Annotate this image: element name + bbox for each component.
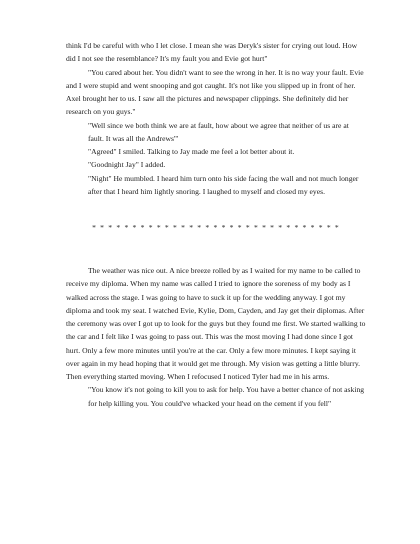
paragraph: The weather was nice out. A nice breeze rolled by as I waited for my name to be called to receive my diploma. When my name was called I tried to ignore the soreness of my body as I walked across the stage. I was going to have to suck it up for the wedding anyway. I got my diploma and took my seat. I watched Evie, Kylie, Dom, Cayden, and Jay get their diplomas. After the ceremony was over I got up to look for the guys but they found me first. We started walking to the car and I felt like I was going to pass out. This was the most moving I had done since I got hurt. Only a few more minutes until you're at the car. Only a few more minutes. I kept saying it over again in my head hoping that it would get me through. My vision was getting a little blurry. Then everything started moving. When I refocused I noticed Tyler had me in his arms. (66, 266, 366, 381)
text-section-2 (66, 264, 366, 410)
paragraph: "Night" He mumbled. I heard him turn onto his side facing the wall and not much longer after that I heard him lightly snoring. I laughed to myself and closed my eyes. (88, 173, 359, 196)
paragraph: "Goodnight Jay" I added. (88, 160, 166, 170)
indented-paragraph (66, 158, 366, 198)
paragraph: "Agreed" I smiled. Talking to Jay made me feel a lot better about it. (88, 147, 295, 156)
indented-paragraph (66, 383, 366, 410)
indented-paragraph (66, 119, 366, 146)
paragraph: "Well since we both think we are at fault, how about we agree that neither of us are at fault. It was all the Andrews'" (88, 120, 349, 143)
paragraph: "You know it's not going to kill you to ask for help. You have a better chance of not asking for help killing you. You could've whacked your head on the cement if you fell" (88, 385, 365, 408)
text-section-1 (66, 39, 366, 198)
paragraph: "You cared about her. You didn't want to see the wrong in her. It is no way your fault. Evie and I were stupid and went snooping and got caught. It's not like you slipped up in front of her. Axel brought her to us. I saw all the pictures and newspaper clippings. She definitely did her research on you guys." (66, 67, 364, 117)
scene-separator: * * * * * * * * * * * * * * * * * * * * * * * * * * * * * * * (92, 223, 340, 232)
paragraph: think I'd be careful with who I let close. I mean she was Deryk's sister for crying out loud. How did I not see the resemblance? It's my fault you and Evie got hurt" (66, 41, 358, 64)
